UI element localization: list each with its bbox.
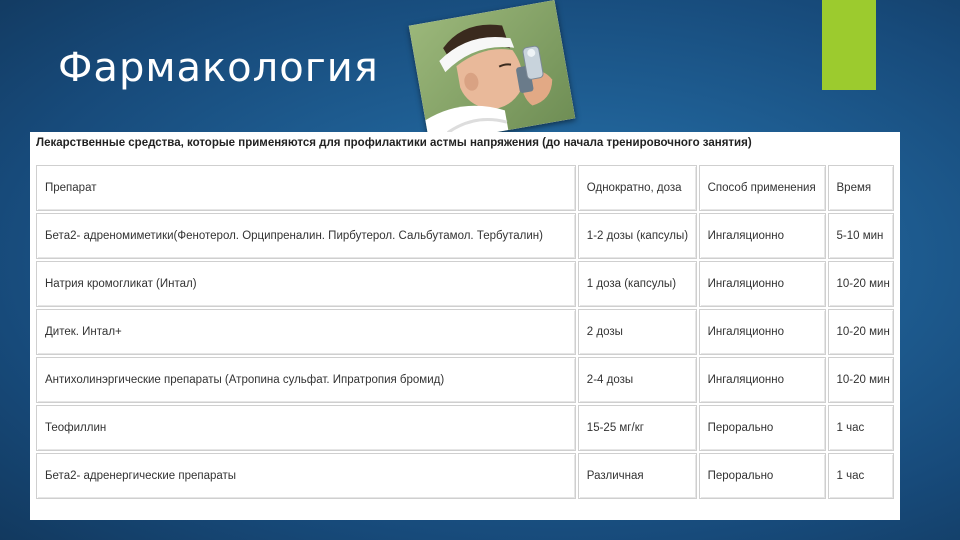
table-cell: 10-20 мин: [828, 309, 894, 355]
table-cell: Ингаляционно: [699, 213, 826, 259]
table-cell: 10-20 мин: [828, 261, 894, 307]
table-cell: 5-10 мин: [828, 213, 894, 259]
header-cell-time: Время: [828, 165, 894, 211]
header-cell-dose: Однократно, доза: [578, 165, 697, 211]
athlete-inhaler-photo: [409, 0, 576, 144]
table-cell: Ингаляционно: [699, 309, 826, 355]
table-row: [36, 357, 894, 403]
table-cell: Бета2- адреномиметики(Фенотерол. Орципреналин. Пирбутерол. Сальбутамол. Тербуталин): [36, 213, 576, 259]
header-cell-drug: Препарат: [36, 165, 576, 211]
table-cell: 1 час: [828, 405, 894, 451]
table-cell: 10-20 мин: [828, 357, 894, 403]
table-row: [36, 213, 894, 259]
table-header-row: [36, 165, 894, 211]
table-cell: Ингаляционно: [699, 357, 826, 403]
table-panel: [30, 132, 900, 520]
table-cell: Перорально: [699, 453, 826, 499]
table-cell: 1 доза (капсулы): [578, 261, 697, 307]
table-cell: 2-4 дозы: [578, 357, 697, 403]
drug-table: [34, 163, 896, 501]
table-cell: Ингаляционно: [699, 261, 826, 307]
table-row: [36, 453, 894, 499]
table-caption: Лекарственные средства, которые применяются для профилактики астмы напряжения (до начала тренировочного занятия): [36, 137, 752, 149]
table-cell: Различная: [578, 453, 697, 499]
table-cell: Бета2- адренергические препараты: [36, 453, 576, 499]
table-cell: 15-25 мг/кг: [578, 405, 697, 451]
table-row: [36, 309, 894, 355]
accent-bar: [822, 0, 876, 90]
table-cell: Антихолинэргические препараты (Атропина сульфат. Ипратропия бромид): [36, 357, 576, 403]
header-cell-method: Способ применения: [699, 165, 826, 211]
table-cell: 2 дозы: [578, 309, 697, 355]
table-cell: Натрия кромогликат (Интал): [36, 261, 576, 307]
table-cell: Перорально: [699, 405, 826, 451]
slide-title: Фармакология: [58, 45, 379, 91]
table-cell: Теофиллин: [36, 405, 576, 451]
table-row: [36, 405, 894, 451]
table-row: [36, 261, 894, 307]
table-cell: 1-2 дозы (капсулы): [578, 213, 697, 259]
table-cell: 1 час: [828, 453, 894, 499]
table-cell: Дитек. Интал+: [36, 309, 576, 355]
